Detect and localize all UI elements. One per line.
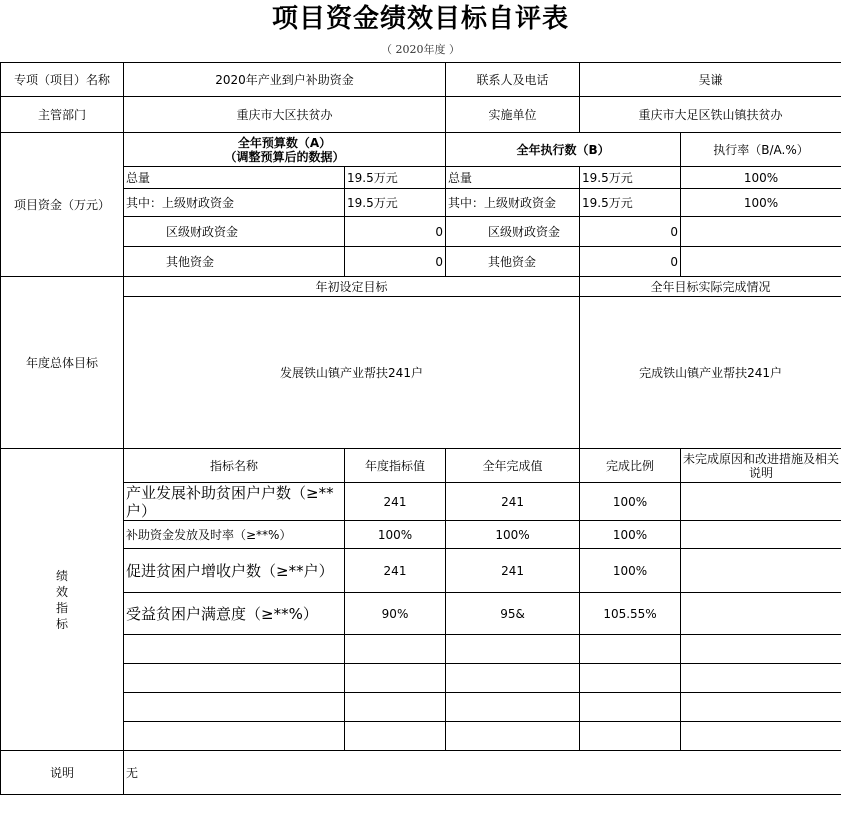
indicator-name-header: 指标名称 xyxy=(124,449,345,483)
funds-label: 项目资金（万元） xyxy=(1,133,124,277)
funds-row-exec: 19.5万元 xyxy=(580,189,681,217)
funds-row-exec: 19.5万元 xyxy=(580,167,681,189)
indicator-reason xyxy=(681,483,841,521)
impl-label: 实施单位 xyxy=(446,97,580,133)
funds-row-rate xyxy=(681,247,841,277)
indicator-ratio: 105.55% xyxy=(580,593,681,635)
indicators-label-char: 效 xyxy=(55,584,68,599)
indicators-label-char: 指 xyxy=(55,600,68,615)
funds-row-budget: 19.5万元 xyxy=(345,189,446,217)
funds-row-exec: 0 xyxy=(580,217,681,247)
dept-label: 主管部门 xyxy=(1,97,124,133)
indicator-done: 241 xyxy=(446,483,580,521)
indicator-reason xyxy=(681,521,841,549)
contact-label: 联系人及电话 xyxy=(446,63,580,97)
funds-row-rate: 100% xyxy=(681,189,841,217)
project-name-label: 专项（项目）名称 xyxy=(1,63,124,97)
actual-goal-header: 全年目标实际完成情况 xyxy=(580,277,841,297)
indicator-target-header: 年度指标值 xyxy=(345,449,446,483)
empty-cell xyxy=(446,635,580,664)
funds-row-name: 其他资金 xyxy=(124,247,345,277)
funds-row-rate: 100% xyxy=(681,167,841,189)
empty-cell xyxy=(580,635,681,664)
empty-cell xyxy=(580,693,681,722)
funds-row-exec-name: 总量 xyxy=(446,167,580,189)
indicator-name: 补助资金发放及时率（≥**%） xyxy=(124,521,345,549)
empty-cell xyxy=(124,635,345,664)
empty-cell xyxy=(345,664,446,693)
note-value: 无 xyxy=(124,751,841,795)
initial-goal-value: 发展铁山镇产业帮扶241户 xyxy=(124,297,580,449)
funds-row-exec-name: 其他资金 xyxy=(446,247,580,277)
indicators-label xyxy=(1,449,124,751)
empty-cell xyxy=(345,635,446,664)
budget-header-line2: （调整预算后的数据） xyxy=(224,149,345,164)
empty-cell xyxy=(446,693,580,722)
indicator-reason xyxy=(681,593,841,635)
empty-cell xyxy=(446,722,580,751)
empty-cell xyxy=(681,664,841,693)
empty-cell xyxy=(124,722,345,751)
empty-cell xyxy=(345,693,446,722)
indicator-reason xyxy=(681,549,841,593)
funds-row-name: 其中：上级财政资金 xyxy=(124,189,345,217)
empty-cell xyxy=(681,635,841,664)
dept-value: 重庆市大区扶贫办 xyxy=(124,97,446,133)
budget-header xyxy=(124,133,446,167)
indicators-label-char: 标 xyxy=(55,616,68,631)
note-label: 说明 xyxy=(1,751,124,795)
empty-cell xyxy=(345,722,446,751)
indicator-ratio: 100% xyxy=(580,549,681,593)
budget-header-line1: 全年预算数（A） xyxy=(237,135,332,150)
rate-header: 执行率（B/A.%） xyxy=(681,133,841,167)
funds-row-budget: 19.5万元 xyxy=(345,167,446,189)
empty-cell xyxy=(124,664,345,693)
funds-row-budget: 0 xyxy=(345,247,446,277)
indicator-reason-header: 未完成原因和改进措施及相关说明 xyxy=(681,449,841,483)
indicator-target: 241 xyxy=(345,483,446,521)
indicators-label-char: 绩 xyxy=(55,568,68,583)
empty-cell xyxy=(580,664,681,693)
indicator-ratio: 100% xyxy=(580,521,681,549)
indicator-done: 241 xyxy=(446,549,580,593)
indicator-target: 90% xyxy=(345,593,446,635)
empty-cell xyxy=(446,664,580,693)
indicator-ratio-header: 完成比例 xyxy=(580,449,681,483)
project-name-value: 2020年产业到户补助资金 xyxy=(124,63,446,97)
indicator-name: 受益贫困户满意度（≥**%） xyxy=(124,593,345,635)
indicator-target: 241 xyxy=(345,549,446,593)
empty-cell xyxy=(681,722,841,751)
funds-row-exec-name: 区级财政资金 xyxy=(446,217,580,247)
funds-row-exec: 0 xyxy=(580,247,681,277)
exec-header: 全年执行数（B） xyxy=(446,133,681,167)
form-year: （ 2020年度 ） xyxy=(381,43,460,56)
form-title: 项目资金绩效目标自评表 xyxy=(271,4,569,34)
funds-row-name: 区级财政资金 xyxy=(124,217,345,247)
impl-value: 重庆市大足区铁山镇扶贫办 xyxy=(580,97,841,133)
indicator-name: 产业发展补助贫困户户数（≥**户） xyxy=(124,483,345,521)
empty-cell xyxy=(681,693,841,722)
indicator-done-header: 全年完成值 xyxy=(446,449,580,483)
funds-row-budget: 0 xyxy=(345,217,446,247)
funds-row-rate xyxy=(681,217,841,247)
indicator-target: 100% xyxy=(345,521,446,549)
empty-cell xyxy=(580,722,681,751)
actual-goal-value: 完成铁山镇产业帮扶241户 xyxy=(580,297,841,449)
contact-value: 吴谦 xyxy=(580,63,841,97)
indicator-done: 95& xyxy=(446,593,580,635)
indicator-name: 促进贫困户增收户数（≥**户） xyxy=(124,549,345,593)
empty-cell xyxy=(124,693,345,722)
indicator-done: 100% xyxy=(446,521,580,549)
funds-row-name: 总量 xyxy=(124,167,345,189)
initial-goal-header: 年初设定目标 xyxy=(124,277,580,297)
self-evaluation-table xyxy=(0,62,841,795)
indicator-ratio: 100% xyxy=(580,483,681,521)
funds-row-exec-name: 其中：上级财政资金 xyxy=(446,189,580,217)
goals-label: 年度总体目标 xyxy=(1,277,124,449)
